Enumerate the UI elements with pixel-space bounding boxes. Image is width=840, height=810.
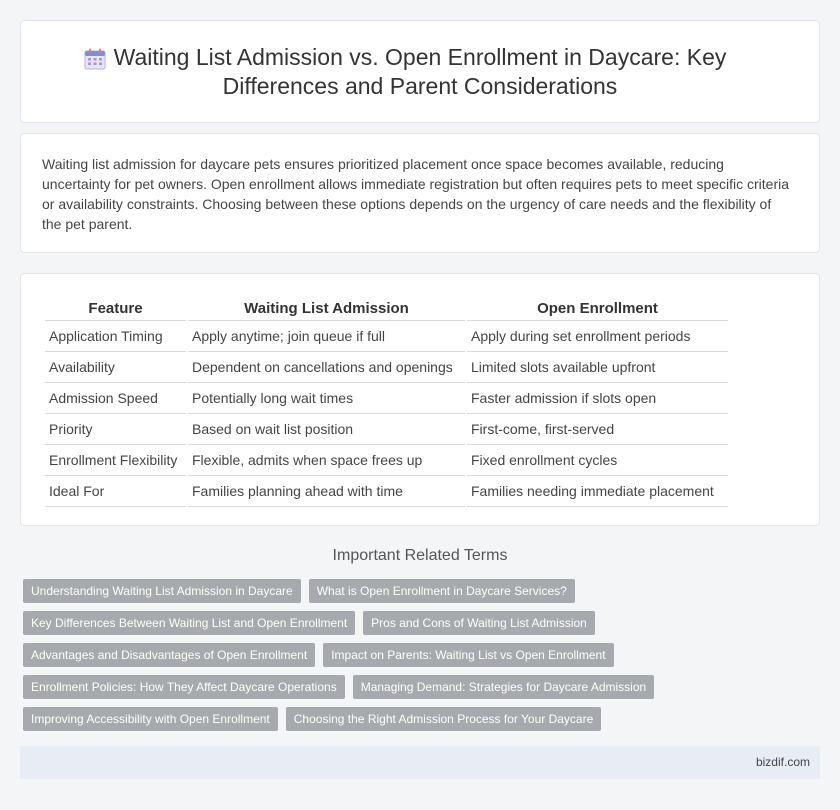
table-cell: Application Timing (45, 321, 186, 352)
intro-paragraph: Waiting list admission for daycare pets ensures prioritized placement once space becomes available, reducing uncertainty for pet owners. Open enrollment allows immediate registration but often requires pets to meet specific criteria or availability constraints. Choosing between these options depends on the urgency of care needs and the flexibility of the pet parent. (42, 156, 790, 232)
table-cell: Dependent on cancellations and openings (188, 352, 465, 383)
tag-row (23, 579, 813, 603)
related-term-link[interactable]: Key Differences Between Waiting List and Open Enrollment (23, 611, 355, 635)
table-cell: Apply during set enrollment periods (467, 321, 728, 352)
related-term-link[interactable]: Understanding Waiting List Admission in Daycare (23, 579, 301, 603)
related-term-link[interactable]: Choosing the Right Admission Process for Your Daycare (286, 707, 602, 731)
comparison-card (20, 273, 820, 526)
footer (20, 746, 820, 779)
related-terms-heading: Important Related Terms (332, 547, 508, 564)
table-cell: Availability (45, 352, 186, 383)
table-row (45, 321, 728, 352)
table-header-row (45, 297, 728, 321)
table-row (45, 352, 728, 383)
table-cell: Enrollment Flexibility (45, 445, 186, 476)
related-term-link[interactable]: Enrollment Policies: How They Affect Daycare Operations (23, 675, 345, 699)
tag-row (23, 611, 813, 635)
tag-row (23, 643, 813, 667)
table-cell: Flexible, admits when space frees up (188, 445, 465, 476)
table-row (45, 414, 728, 445)
related-term-link[interactable]: Pros and Cons of Waiting List Admission (363, 611, 595, 635)
related-term-link[interactable]: Advantages and Disadvantages of Open Enrollment (23, 643, 315, 667)
table-cell: Priority (45, 414, 186, 445)
table-cell: Ideal For (45, 476, 186, 507)
table-cell: Fixed enrollment cycles (467, 445, 728, 476)
table-cell: Potentially long wait times (188, 383, 465, 414)
table-row (45, 476, 728, 507)
table-cell: First-come, first-served (467, 414, 728, 445)
tag-row (23, 675, 813, 699)
intro-card (20, 133, 820, 253)
comparison-table (43, 297, 730, 507)
page-title-line1: Waiting List Admission vs. Open Enrollment in Daycare: Key (113, 44, 727, 70)
column-header-open-enrollment: Open Enrollment (467, 297, 728, 321)
column-header-feature: Feature (45, 297, 186, 321)
related-term-link[interactable]: Impact on Parents: Waiting List vs Open Enrollment (323, 643, 613, 667)
table-cell: Apply anytime; join queue if full (188, 321, 465, 352)
table-cell: Faster admission if slots open (467, 383, 728, 414)
site-link[interactable]: bizdif.com (755, 755, 810, 769)
table-cell: Admission Speed (45, 383, 186, 414)
page-title-line2: Differences and Parent Considerations (222, 73, 618, 99)
table-cell: Families needing immediate placement (467, 476, 728, 507)
header-card (20, 20, 820, 123)
related-term-link[interactable]: Managing Demand: Strategies for Daycare Admission (353, 675, 654, 699)
related-terms-list (23, 579, 813, 739)
table-row (45, 445, 728, 476)
page-title (21, 43, 819, 101)
tag-row (23, 707, 813, 731)
table-row (45, 383, 728, 414)
table-cell: Families planning ahead with time (188, 476, 465, 507)
table-cell: Based on wait list position (188, 414, 465, 445)
table-cell: Limited slots available upfront (467, 352, 728, 383)
related-term-link[interactable]: Improving Accessibility with Open Enrollment (23, 707, 278, 731)
related-term-link[interactable]: What is Open Enrollment in Daycare Services? (309, 579, 575, 603)
column-header-waiting-list: Waiting List Admission (188, 297, 465, 321)
